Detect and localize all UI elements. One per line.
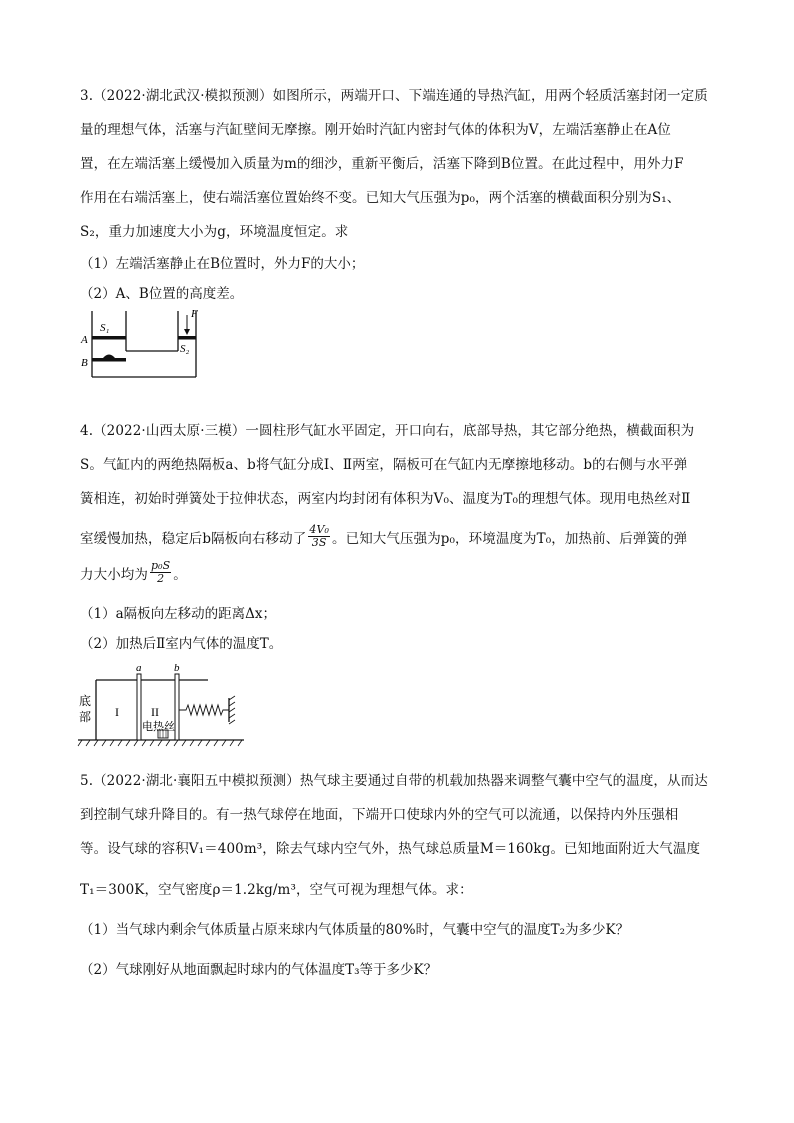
label-bottom-1: 底	[79, 694, 92, 708]
q3-line-2: 量的理想气体，活塞与汽缸壁间无摩擦。刚开始时汽缸内密封气体的体积为V，左端活塞静止在A位	[80, 122, 671, 138]
q4-cylinder-figure	[74, 660, 254, 748]
q4-line-4-end: 。已知大气压强为p₀，环境温度为T₀，加热前、后弹簧的弹	[332, 530, 688, 547]
label-chamber-i: I	[115, 705, 119, 719]
q4-line-5	[80, 560, 187, 585]
label-chamber-ii: II	[151, 705, 159, 719]
fraction-denominator: 3S	[311, 536, 327, 549]
q3-cylinder-figure	[78, 307, 218, 385]
q4-subquestion-2: （2）加热后Ⅱ室内气体的温度T。	[80, 636, 283, 652]
q3-subquestion-1: （1）左端活塞静止在B位置时，外力F的大小；	[80, 256, 365, 272]
q4-line-2: S。气缸内的两绝热隔板a、b将气缸分成Ⅰ、Ⅱ两室，隔板可在气缸内无摩擦地移动。b的右侧与水平弹	[80, 457, 688, 473]
fraction-p0s-2	[150, 560, 171, 585]
q3-line-1: 3.（2022·湖北武汉·模拟预测）如图所示，两端开口、下端连通的导热汽缸，用两个轻质活塞封闭一定质	[80, 88, 708, 104]
fraction-numerator: p₀S	[151, 559, 171, 572]
fraction-numerator: 4V₀	[309, 523, 329, 536]
label-s1: S₁	[100, 322, 110, 334]
fraction-denominator: 2	[157, 572, 165, 585]
q3-line-4: 作用在右端活塞上，使右端活塞位置始终不变。已知大气压强为p₀，两个活塞的横截面积分别为S₁、	[80, 190, 681, 206]
q4-line-5-start: 力大小均为	[80, 566, 148, 583]
q4-line-5-end: 。	[173, 566, 187, 583]
label-b: b	[174, 662, 180, 674]
label-s2: S₂	[180, 343, 190, 355]
q4-line-3: 簧相连，初始时弹簧处于拉伸状态，两室内均封闭有体积为V₀、温度为T₀的理想气体。现用电热丝对Ⅱ	[80, 491, 691, 507]
label-b: B	[81, 357, 88, 369]
q5-subquestion-1: （1）当气球内剩余气体质量占原来球内气体质量的80%时，气囊中空气的温度T₂为多少K？	[80, 922, 630, 938]
label-a: a	[136, 662, 142, 674]
label-f: F	[191, 308, 198, 320]
q5-subquestion-2: （2）气球刚好从地面飘起时球内的气体温度T₃等于多少K？	[80, 962, 438, 978]
q3-line-5: S₂，重力加速度大小为g，环境温度恒定。求	[80, 224, 349, 240]
q4-line-1: 4.（2022·山西太原·三模）一圆柱形气缸水平固定，开口向右，底部导热，其它部分绝热，横截面积为	[80, 423, 695, 439]
fraction-4v0-3s	[308, 524, 330, 549]
q5-line-3: 等。设气球的容积V₁＝400m³，除去气球内空气外，热气球总质量M＝160kg。已知地面附近大气温度	[80, 841, 701, 857]
q3-subquestion-2: （2）A、B位置的高度差。	[80, 286, 244, 302]
label-heater: 电热丝	[142, 721, 175, 733]
q4-line-4	[80, 524, 687, 549]
label-a: A	[81, 334, 88, 346]
q5-line-2: 到控制气球升降目的。有一热气球停在地面，下端开口使球内外的空气可以流通，以保持内外压强相	[80, 807, 679, 823]
q4-line-4-start: 室缓慢加热，稳定后b隔板向右移动了	[80, 530, 307, 547]
label-bottom-2: 部	[79, 710, 92, 724]
q4-subquestion-1: （1）a隔板向左移动的距离Δx；	[80, 606, 277, 622]
q5-line-1: 5.（2022·湖北·襄阳五中模拟预测）热气球主要通过自带的机载加热器来调整气囊中空气的温度，从而达	[80, 773, 708, 789]
q3-line-3: 置，在左端活塞上缓慢加入质量为m的细沙，重新平衡后，活塞下降到B位置。在此过程中，用外力F	[80, 156, 684, 172]
q5-line-4: T₁＝300K，空气密度ρ＝1.2kg/m³，空气可视为理想气体。求：	[80, 882, 473, 898]
